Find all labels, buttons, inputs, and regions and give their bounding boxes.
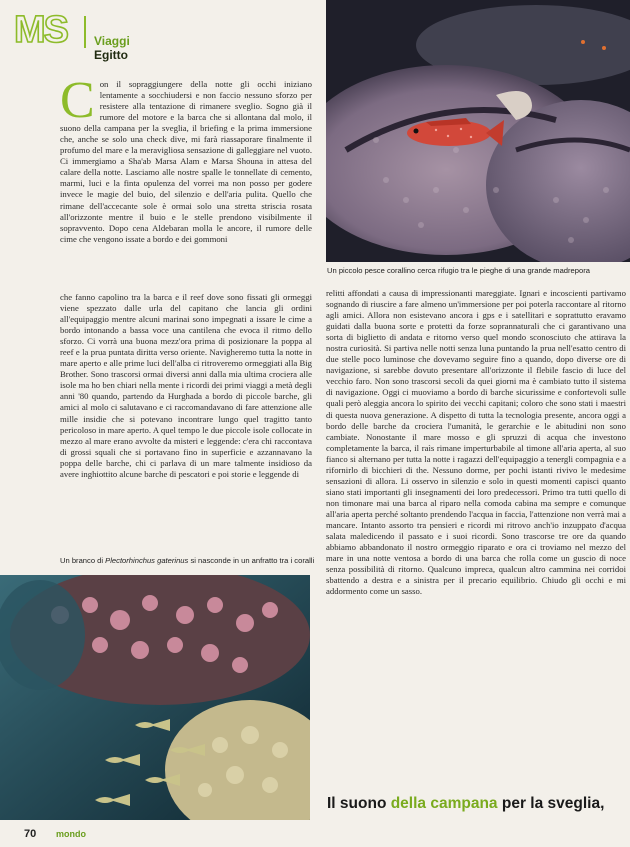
reef-illustration <box>0 575 310 820</box>
section-heading: Viaggi Egitto <box>94 34 130 62</box>
article-text-3: relitti affondati a causa di impressionanti mareggiate. Ignari e incoscienti partivamo sognando di riuscire a fare almeno un'immersione per poi poterla raccontare al ritorno agli amici. Allora non esistevano ancora i gps e i satellitari e soprattutto eravamo guidati dalla buona sorte e protetti da forze soprannaturali che ci garantivano una sorta di biglietto di andata e ritorno verso quel mondo sconosciuto che attirava la nostra curiosità. Si partiva nelle notti senza luna puntando la prua nell'esatto centro di due stelle poco luminose che dovevamo seguire fino a quando, dopo diverse ore di navigazione, si sarebbe dovuto presentare all'orizzonte il flebile fascio di luce del vecchio faro. Non sono trascorsi secoli da quei giorni ma è cambiato tutto il sistema di navigazione. Oggi ci muoviamo a bordo di barche sicurissime e confortevoli sulle quali però aleggia ancora lo spirito dei vecchi capitani; coloro che sono stati i maestri di questa nuova generazione. A dispetto di tutta la tecnologia presente, ancora oggi a bordo delle barche da crociera l'umanità, le gerarchie e le abitudini non sono cambiate. Nonostante il mare mosso e gli spruzzi di acqua che investono completamente la barca, il raìs rimane imperturbabile al timone all'aria aperta, al suo fianco si alternano per tutta la notte i ragazzi dell'equipaggio a tenergli compagnia e a rifornirlo di bicchieri di the. Nessuno dorme, per pochi istanti rivivo le medesime sensazioni di allora. Li osservo in silenzio e solo in questi momenti capisci quanto siano stati importanti gli insegnamenti dei loro predecessori. Primo tra tutti quello di non timonare mai una barca al riparo nella comoda cabina ma sempre e comunque all'aria aperta perché soltanto prendendo l'acqua in faccia, l'attenzione non verrà mai a mancare. Intanto assorto tra pensieri e ricordi mi ritrovo anch'io inzuppato d'acqua salata maledicendo il passato e i suoi ricordi. Sono trascorse tre ore da quando abbiamo abbandonato il nostro ormeggio riparato e ora ci troviamo nel mezzo del mare in una notte ventosa a bordo di una barca che rolla come un guscio di noce senza possibilità di ritorno. Qualcuno impreca, qualcun altro cammina nei corridoi sbattendo a destra e a sinistra per il precario equilibrio. Chiudo gli occhi e mi addormento come un sasso. <box>326 288 626 597</box>
logo-text: MS <box>14 9 67 51</box>
pull-quote: Il suono della campana per la sveglia, <box>327 795 605 812</box>
coral-fish-illustration <box>326 0 630 262</box>
drop-cap: C <box>60 72 95 129</box>
left-photo-caption: Un branco di Plectorhinchus gaterinus si nasconde in un anfratto tra i coralli <box>60 556 315 565</box>
article-column-1-bottom <box>60 292 312 552</box>
top-photo-caption: Un piccolo pesce corallino cerca rifugio tra le pieghe di una grande madrepora <box>327 266 590 275</box>
article-text-1: on il sopraggiungere della notte gli occhi iniziano lentamente a socchiudersi e non faccio nessuno sforzo per resistere alla tentazione di rimanere sveglio. Sogno già il rumore del motore e la barca che si allontana dal molo, il suono della campana per la sveglia, il briefing e la prima immersione che, anche se solo una check dive, mi farà riassaporare finalmente il profumo del mare e la meravigliosa sensazione di galleggiare nel vuoto. Ci immergiamo a Sha'ab Marsa Alam e Marsa Shouna in attesa del calare della notte. Lasciamo alle nostre spalle le tonnellate di cemento, marmi, luci e la finta opulenza del vorrei ma non posso per godere invece le magie del buio, del silenzio e dell'aria pulita. Quello che rimane dell'accecante sole è ormai solo una stretta striscia rosata all'orizzonte mentre il buio e le stelle prendono visibilmente il sopravvento. Dopo cena Aldebaran molla le ancore, il rumore delle cime che vengono issate a bordo e dei gommoni <box>60 79 312 244</box>
article-column-2 <box>326 288 626 788</box>
page-footer <box>0 820 630 847</box>
section-logo <box>14 9 164 62</box>
logo-divider <box>84 16 86 48</box>
coral-fish-photo <box>326 0 630 262</box>
article-text-2: che fanno capolino tra la barca e il reef dove sono fissati gli ormeggi viene spezzato dalle urla del capitano che lancia gli ordini all'equipaggio mentre alcuni marinai sono impegnati a issare le cime a bordo intonando a bassa voce una cantilena che evoca il ritmo dello sforzo. Ci vorrà una buona mezz'ora prima di posizionare la poppa al reef e la prua puntata diritta verso oriente. Navigheremo tutta la notte in mare aperto e alle prime luci dell'alba ci ritroveremo ormeggiati alla Big Brother. Sono trascorsi ormai diversi anni dalla mia ultima crociera alle isole ma ho ben chiari nella mente i ricordi dei primi viaggi a metà degli anni '80 quando, partendo da Hurghada a bordo di piccole barche, gli amici al molo ci salutavano e ci raccomandavano di fare attenzione alle mille insidie che si potevano incontrare lungo quel tragitto tanto pericoloso in mare aperto. A quel tempo le due piccole isole collocate in mezzo al mare erano avvolte da misteri e leggende: c'era chi raccontava di grossi squali che si portavano fino in superficie e azzannavano la poppa delle barche, chi ci parlava di un mare talmente insidioso da avere inghiottito alcune barche di pescatori e poi storie e leggende di <box>60 292 312 479</box>
article-column-1-top <box>60 72 312 309</box>
page-number: 70 <box>24 828 37 840</box>
reef-school-photo <box>0 575 310 820</box>
magazine-name: mondo <box>56 829 86 839</box>
